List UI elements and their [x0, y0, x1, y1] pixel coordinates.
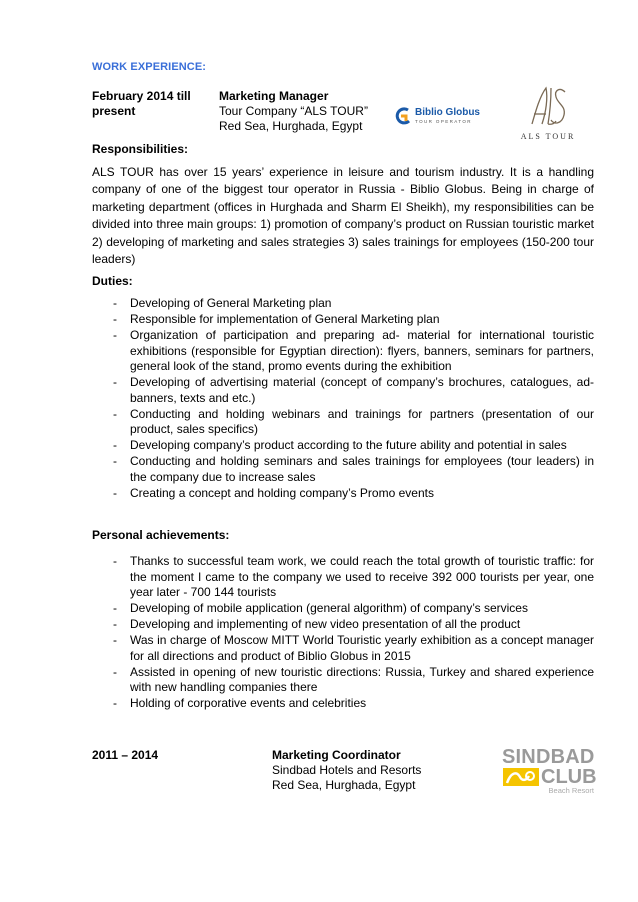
biblio-globus-logo: [395, 106, 487, 128]
list-item: - Developing of mobile application (general algorithm) of company’s services: [92, 601, 594, 617]
list-item: - Developing and implementing of new video presentation of all the product: [92, 617, 594, 633]
job2-company: Sindbad Hotels and Resorts: [272, 763, 422, 777]
job1-dates-line1: February 2014 till: [92, 89, 191, 103]
als-tour-name: ALS TOUR: [520, 132, 576, 141]
job1-info: [219, 89, 368, 134]
duties-list: [92, 296, 594, 502]
list-item: - Responsible for implementation of General Marketing plan: [92, 312, 594, 328]
biblio-globus-subtitle: TOUR OPERATOR: [415, 119, 472, 124]
sindbad-club-logo: [500, 746, 596, 796]
list-item: - Developing company’s product according to the future ability and potential in sales: [92, 438, 594, 454]
job1-dates-line2: present: [92, 104, 136, 118]
job1-company: Tour Company “ALS TOUR”: [219, 104, 368, 118]
job2-dates: 2011 – 2014: [92, 748, 159, 762]
achievements-heading: Personal achievements:: [92, 528, 230, 542]
list-item: - Developing of General Marketing plan: [92, 296, 594, 312]
job2-location: Red Sea, Hurghada, Egypt: [272, 778, 416, 792]
achievements-list: [92, 554, 594, 712]
list-item: - Conducting and holding webinars and trainings for partners (presentation of our product, sales specifics): [92, 407, 594, 438]
als-monogram-icon: [524, 84, 570, 128]
list-item: - Thanks to successful team work, we could reach the total growth of touristic traffic: for the moment I came to the company we used to receive 392 000 tourists per year, one year later - 700 144 tourists: [92, 554, 594, 601]
job1-location: Red Sea, Hurghada, Egypt: [219, 119, 363, 133]
job1-dates: [92, 89, 191, 119]
job2-info: [272, 748, 421, 793]
list-item: - Developing of advertising material (concept of company’s brochures, catalogues, ad-banners, texts and etc.): [92, 375, 594, 406]
job1-role: Marketing Manager: [219, 89, 329, 103]
biblio-globus-icon: [395, 107, 412, 125]
sindbad-club-text: CLUB: [541, 766, 597, 788]
list-item: - Organization of participation and preparing ad- material for international touristic exhibitions (responsible for Egyptian direction): flyers, banners, seminars for partners, general look of the stand, promo events during the exhibition: [92, 328, 594, 375]
als-tour-logo: [510, 84, 586, 146]
list-item: - Was in charge of Moscow MITT World Touristic yearly exhibition as a concept manager for all directions and product of Biblio Globus in 2015: [92, 633, 594, 664]
responsibilities-text: ALS TOUR has over 15 years’ experience in leisure and tourism industry. It is a handling company of one of the biggest tour operator in Russia - Biblio Globus. Being in charge of marketing department (offices in Hurghada and Sharm El Sheikh), my responsibilities can be divided into three main groups: 1) promotion of company’s product on Russian touristic market 2) developing of marketing and sales strategies 3) sales trainings for employees (150-200 tour leaders): [92, 165, 594, 267]
biblio-globus-name: Biblio Globus: [415, 107, 480, 118]
responsibilities-heading: Responsibilities:: [92, 142, 189, 156]
sindbad-resort-text: Beach Resort: [548, 786, 594, 795]
sindbad-name: SINDBAD: [502, 746, 595, 768]
job2-role: Marketing Coordinator: [272, 748, 401, 762]
list-item: - Creating a concept and holding company’s Promo events: [92, 486, 594, 502]
duties-heading: Duties:: [92, 274, 133, 288]
list-item: - Assisted in opening of new touristic directions: Russia, Turkey and shared experience with new handling companies there: [92, 665, 594, 696]
list-item: - Holding of corporative events and celebrities: [92, 696, 594, 712]
sindbad-wave-icon: [503, 768, 539, 786]
list-item: - Conducting and holding seminars and sales trainings for employees (tour leaders) in the company due to increase sales: [92, 454, 594, 485]
section-title: WORK EXPERIENCE:: [92, 61, 207, 73]
